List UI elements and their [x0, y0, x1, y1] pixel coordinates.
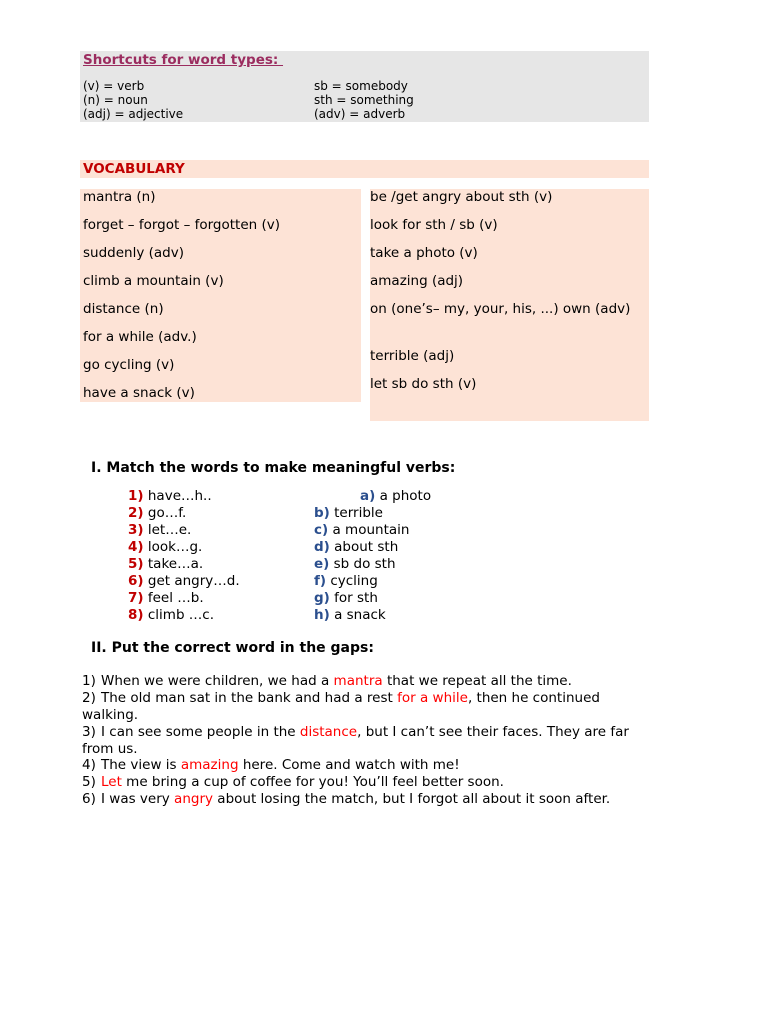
shortcut-somebody: sb = somebody: [314, 79, 408, 93]
match-number: 4): [128, 539, 144, 555]
match-letter: b): [314, 505, 330, 521]
match-text: feel …b.: [147, 590, 204, 606]
match-item-right: [314, 607, 386, 624]
match-item-right: [314, 522, 409, 539]
gap-number: 4): [82, 757, 96, 773]
vocab-item: let sb do sth (v): [370, 376, 477, 392]
match-text: a mountain: [332, 522, 410, 538]
gap-answer: Let: [101, 774, 122, 790]
match-letter: d): [314, 539, 330, 555]
match-text: a photo: [379, 488, 432, 504]
match-item-left: [128, 556, 203, 573]
shortcut-noun: (n) = noun: [83, 93, 148, 107]
gap-text-after: , but I can’t see their faces. They are far from us.: [82, 724, 629, 757]
match-text: a snack: [334, 607, 386, 623]
match-letter: a): [360, 488, 376, 504]
match-item-right: [314, 590, 378, 607]
match-item-right: [314, 539, 398, 556]
match-text: for sth: [334, 590, 378, 606]
match-item-right: [314, 556, 396, 573]
gap-answer: distance: [299, 724, 358, 740]
match-letter: g): [314, 590, 330, 606]
gap-answer: amazing: [180, 757, 239, 773]
vocab-item: look for sth / sb (v): [370, 217, 498, 233]
vocab-item: terrible (adj): [370, 348, 455, 364]
shortcuts-title: Shortcuts for word types:: [83, 52, 284, 68]
match-text: sb do sth: [333, 556, 396, 572]
match-number: 5): [128, 556, 144, 572]
gap-answer: mantra: [333, 673, 383, 689]
match-text: about sth: [334, 539, 399, 555]
gap-answer: angry: [174, 791, 213, 807]
match-text: have…h..: [147, 488, 212, 504]
match-text: look…g.: [147, 539, 203, 555]
vocab-item: suddenly (adv): [83, 245, 184, 261]
gap-text-before: The view is: [101, 757, 181, 773]
gap-text-before: When we were children, we had a: [101, 673, 334, 689]
gap-number: 2): [82, 690, 96, 706]
gap-number: 1): [82, 673, 96, 689]
gap-sentence: [82, 673, 652, 690]
shortcut-something: sth = something: [314, 93, 414, 107]
gap-sentence: [82, 791, 652, 808]
gap-number: 3): [82, 724, 96, 740]
vocab-item: amazing (adj): [370, 273, 464, 289]
match-letter: c): [314, 522, 329, 538]
match-text: get angry…d.: [147, 573, 240, 589]
match-number: 3): [128, 522, 144, 538]
gap-sentence: [82, 724, 652, 758]
match-text: let…e.: [147, 522, 192, 538]
vocab-item: take a photo (v): [370, 245, 478, 261]
gap-text-before: I can see some people in the: [101, 724, 300, 740]
shortcut-adjective: (adj) = adjective: [83, 107, 184, 121]
gap-text-before: The old man sat in the bank and had a rest: [101, 690, 398, 706]
match-item-left: [128, 573, 240, 590]
match-item-left: [128, 522, 191, 539]
match-text: go…f.: [147, 505, 187, 521]
gap-text-after: , then he continued walking.: [82, 690, 600, 723]
match-letter: e): [314, 556, 330, 572]
vocab-item: have a snack (v): [83, 385, 195, 401]
exercise2-heading: II. Put the correct word in the gaps:: [91, 640, 374, 656]
gap-text-after: me bring a cup of coffee for you! You’ll feel better soon.: [121, 774, 504, 790]
gap-sentence: [82, 757, 652, 774]
gap-answer: for a while: [397, 690, 468, 706]
match-text: climb …c.: [147, 607, 215, 623]
match-item-left: [128, 539, 202, 556]
vocab-item: distance (n): [83, 301, 164, 317]
match-text: terrible: [334, 505, 383, 521]
vocab-item: for a while (adv.): [83, 329, 197, 345]
gap-sentence: [82, 690, 652, 724]
match-item-left: [128, 607, 214, 624]
gap-text-before: I was very: [101, 791, 175, 807]
vocab-item: go cycling (v): [83, 357, 175, 373]
match-letter: h): [314, 607, 330, 623]
gap-number: 6): [82, 791, 96, 807]
vocabulary-title: VOCABULARY: [83, 161, 185, 177]
vocab-item: on (one’s– my, your, his, ...) own (adv): [370, 301, 631, 317]
match-item-right: [314, 505, 383, 522]
match-number: 6): [128, 573, 144, 589]
match-number: 7): [128, 590, 144, 606]
match-item-left: [128, 590, 204, 607]
gap-text-after: about losing the match, but I forgot all about it soon after.: [213, 791, 611, 807]
match-number: 2): [128, 505, 144, 521]
match-item-right: [360, 488, 431, 505]
gap-text-after: that we repeat all the time.: [382, 673, 572, 689]
gap-sentence: [82, 774, 652, 791]
match-item-left: [128, 505, 186, 522]
match-text: cycling: [330, 573, 378, 589]
match-item-right: [314, 573, 378, 590]
shortcut-adverb: (adv) = adverb: [314, 107, 406, 121]
shortcut-verb: (v) = verb: [83, 79, 145, 93]
match-letter: f): [314, 573, 327, 589]
match-number: 1): [128, 488, 144, 504]
vocab-item: be /get angry about sth (v): [370, 189, 553, 205]
gap-number: 5): [82, 774, 96, 790]
match-number: 8): [128, 607, 144, 623]
vocab-item: forget – forgot – forgotten (v): [83, 217, 281, 233]
match-item-left: [128, 488, 212, 505]
vocab-item: mantra (n): [83, 189, 156, 205]
gap-text-after: here. Come and watch with me!: [238, 757, 460, 773]
exercise1-heading: I. Match the words to make meaningful verbs:: [91, 460, 456, 476]
match-text: take…a.: [147, 556, 204, 572]
vocab-item: climb a mountain (v): [83, 273, 224, 289]
